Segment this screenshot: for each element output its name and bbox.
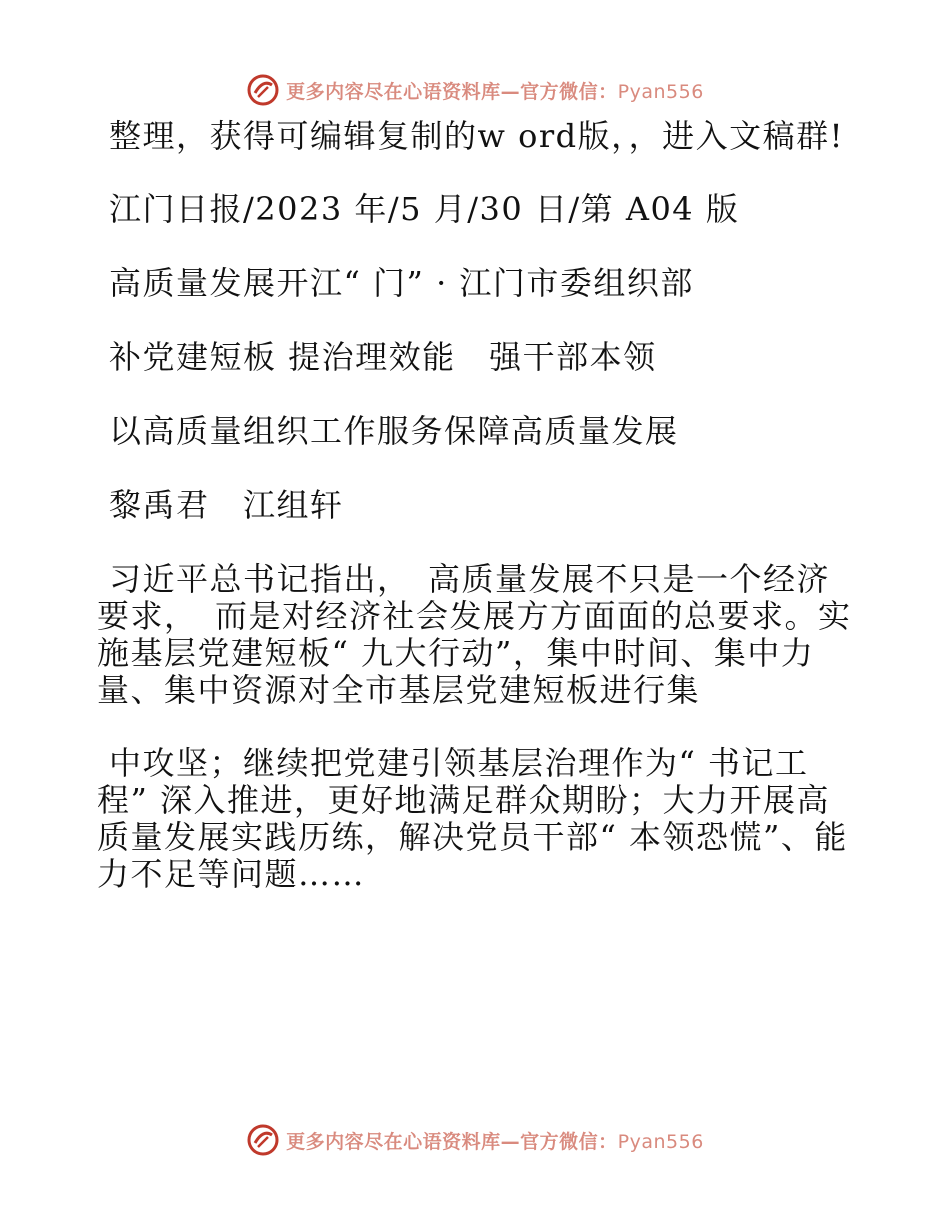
source-line: 江门日报/2023 年/5 月/30 日/第 A04 版 <box>109 190 740 228</box>
heading-1: 高质量发展开江“ 门” · 江门市委组织部 <box>109 264 694 302</box>
watermark-text: 更多内容尽在心语资料库—官方微信：Pyan556 <box>286 1130 704 1153</box>
heading-2: 补党建短板 提治理效能 强干部本领 <box>109 338 657 376</box>
document-body <box>97 118 857 893</box>
body-paragraph-2: 中攻坚；继续把党建引领基层治理作为“ 书记工程” 深入推进，更好地满足群众期盼；大力开展高质量发展实践历练，解决党员干部“ 本领恐慌”、能力不足等问题…… <box>97 744 848 893</box>
watermark-text: 更多内容尽在心语资料库—官方微信：Pyan556 <box>286 80 704 103</box>
authors-line: 黎禹君 江组轩 <box>109 486 344 524</box>
red-stamp-logo-icon <box>246 73 280 107</box>
heading-3: 以高质量组织工作服务保障高质量发展 <box>109 412 679 450</box>
body-paragraph-1: 习近平总书记指出， 高质量发展不只是一个经济要求， 而是对经济社会发展方方面面的总要求。实施基层党建短板“ 九大行动”，集中时间、集中力量、集中资源对全市基层党建短板进行集 <box>97 560 852 709</box>
footer-watermark <box>0 1120 950 1160</box>
header-watermark <box>0 70 950 110</box>
intro-paragraph: 整理，获得可编辑复制的w ord版，，进入文稿群! <box>109 117 844 155</box>
red-stamp-logo-icon <box>246 1123 280 1157</box>
